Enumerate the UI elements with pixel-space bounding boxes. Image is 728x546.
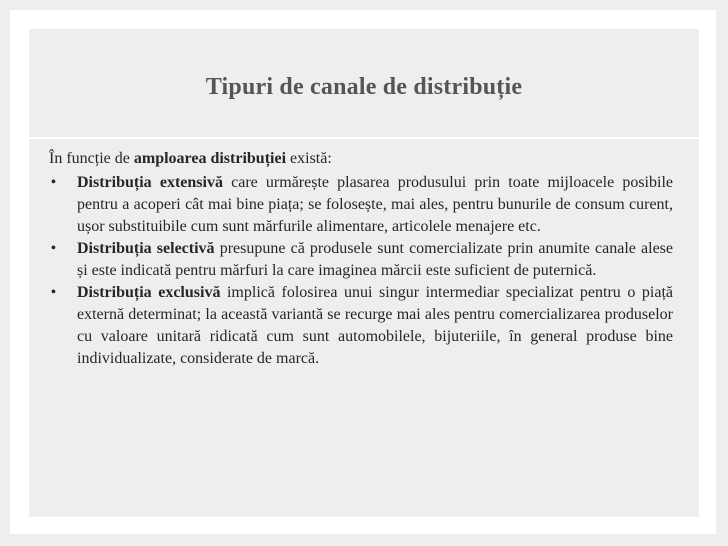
bullet-extensive	[49, 172, 673, 238]
bullet-term: Distribuția selectivă	[77, 240, 215, 257]
intro-text-after: există:	[286, 150, 332, 167]
bullet-term: Distribuția exclusivă	[77, 284, 221, 301]
bullet-text: care urmărește plasarea produsului prin toate mijloacele posibile pentru a acoperi cât mai bine piața; se folosește, mai ales, pentru bunurile de consum curent, ușor substituibile cum sunt mărfurile alimentare, articolele menajere etc.	[77, 174, 673, 235]
intro-paragraph	[49, 148, 673, 170]
bullet-dot-icon: •	[51, 285, 56, 300]
bullet-term: Distribuția extensivă	[77, 174, 223, 191]
bullet-dot-icon: •	[51, 241, 56, 256]
intro-bold-term: amploarea distribuției	[133, 150, 287, 167]
bullet-text: implică folosirea unui singur intermediar specializat pentru o piață externă determinat; la această variantă se recurge mai ales pentru comercializarea produselor cu valoare unitară ridicată cum sunt automobilele, bijuteriile, în general produse bine individualizate, considerate de marcă.	[77, 284, 673, 367]
bullet-exclusive	[49, 282, 673, 370]
intro-text-before: În funcție de	[49, 150, 134, 167]
bullet-text: presupune că produsele sunt comercializate prin anumite canale alese și este indicată pentru mărfuri la care imaginea mărcii este suficient de puternică.	[77, 240, 673, 279]
bullet-selective	[49, 238, 673, 282]
slide-frame	[10, 10, 716, 534]
bullet-dot-icon: •	[51, 175, 56, 190]
bullet-list	[49, 172, 673, 370]
slide-title: Tipuri de canale de distribuție	[205, 74, 523, 100]
slide-panel	[29, 29, 699, 517]
title-divider	[29, 137, 699, 139]
slide-content	[49, 148, 673, 370]
